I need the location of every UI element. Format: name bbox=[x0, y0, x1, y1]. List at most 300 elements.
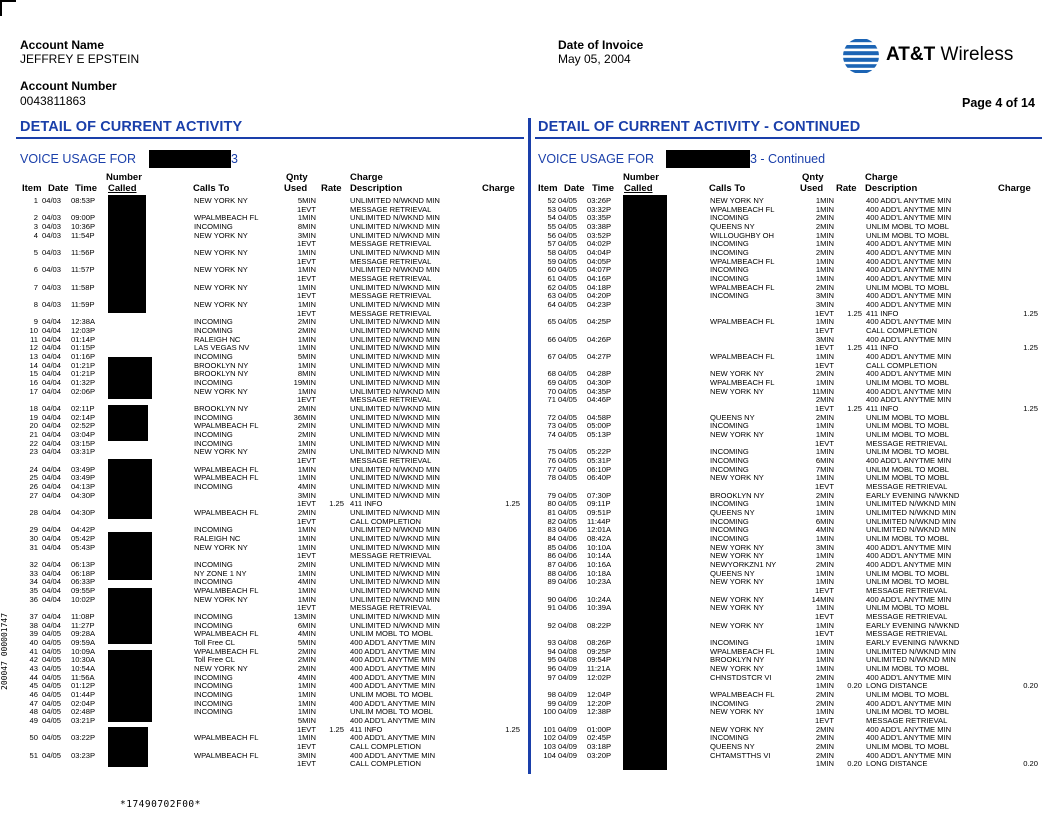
cell-item: 17 bbox=[29, 386, 38, 396]
cell-to: NEW YORK NY bbox=[710, 551, 764, 561]
cell-used: 2MIN bbox=[297, 447, 316, 457]
cell-desc: 400 ADD'L ANYTME MIN bbox=[350, 750, 436, 760]
cell-used: 1MIN bbox=[815, 378, 834, 387]
header-charge-top: Charge bbox=[350, 172, 383, 183]
cell-time: 09:28A bbox=[71, 629, 96, 639]
cell-desc: UNLIMITED N/WKND MIN bbox=[866, 525, 956, 535]
table-row bbox=[14, 431, 524, 439]
cell-used: 1MIN bbox=[815, 638, 834, 647]
cell-desc: 400 ADD'L ANYTME MIN bbox=[350, 681, 436, 691]
cell-time: 10:14A bbox=[587, 551, 612, 561]
cell-date: 04/06 bbox=[558, 534, 578, 543]
table-row bbox=[14, 266, 524, 274]
cell-item: 47 bbox=[29, 698, 38, 708]
cell-time: 04:58P bbox=[587, 412, 612, 422]
cell-charge: 0.20 bbox=[1023, 759, 1038, 769]
cell-to: NY ZONE 1 NY bbox=[194, 568, 247, 578]
cell-used: 2MIN bbox=[815, 395, 834, 405]
cell-time: 04:25P bbox=[587, 317, 612, 327]
cell-desc: UNLIMITED N/WKND MIN bbox=[866, 508, 956, 517]
cell-desc: UNLIMITED N/WKND MIN bbox=[350, 473, 440, 483]
table-row bbox=[530, 535, 1042, 543]
cell-item: 96 bbox=[547, 664, 556, 673]
cell-used: 2MIN bbox=[297, 404, 316, 413]
cell-date: 04/09 bbox=[558, 750, 578, 760]
cell-time: 10:16A bbox=[587, 560, 612, 569]
cell-date: 04/05 bbox=[558, 378, 578, 387]
att-wordmark bbox=[886, 44, 1013, 66]
cell-desc: 400 ADD'L ANYTME MIN bbox=[350, 672, 436, 682]
cell-time: 06:10P bbox=[587, 464, 612, 474]
cell-used: 1MIN bbox=[815, 230, 834, 240]
cell-used: 2MIN bbox=[815, 750, 834, 760]
cell-item: 101 bbox=[543, 724, 556, 734]
cell-used: 1EVT bbox=[297, 724, 316, 734]
cell-item: 33 bbox=[29, 568, 38, 578]
cell-used: 2MIN bbox=[815, 248, 834, 257]
cell-item: 18 bbox=[29, 404, 38, 413]
cell-used: 1MIN bbox=[815, 317, 834, 327]
cell-time: 04:30P bbox=[587, 378, 612, 387]
cell-to: INCOMING bbox=[710, 447, 749, 457]
cell-used: 2MIN bbox=[815, 282, 834, 292]
cell-date: 04/03 bbox=[42, 230, 62, 240]
table-row bbox=[14, 448, 524, 456]
table-row bbox=[530, 405, 1042, 413]
cell-desc: CALL COMPLETION bbox=[350, 742, 422, 751]
cell-desc: 400 ADD'L ANYTME MIN bbox=[866, 672, 952, 682]
cell-desc: 400 ADD'L ANYTME MIN bbox=[866, 386, 952, 396]
cell-item: 32 bbox=[29, 560, 38, 569]
cell-item: 63 bbox=[547, 291, 556, 301]
cell-item: 91 bbox=[547, 603, 556, 613]
cell-date: 04/05 bbox=[42, 629, 62, 639]
cell-time: 10:54A bbox=[71, 664, 96, 673]
cell-date: 04/05 bbox=[558, 230, 578, 240]
cell-desc: MESSAGE RETRIEVAL bbox=[350, 291, 432, 301]
cell-date: 04/05 bbox=[558, 300, 578, 309]
cell-used: 1EVT bbox=[297, 499, 316, 509]
cell-item: 56 bbox=[547, 230, 556, 240]
cell-to: WPALMBEACH FL bbox=[194, 646, 259, 656]
header-charge: Charge bbox=[482, 183, 515, 194]
table-row bbox=[14, 405, 524, 413]
table-row bbox=[14, 275, 524, 283]
cell-used: 2MIN bbox=[297, 326, 316, 335]
cell-item: 29 bbox=[29, 525, 38, 535]
cell-used: 1EVT bbox=[297, 742, 316, 751]
cell-item: 38 bbox=[29, 620, 38, 630]
cell-to: INCOMING bbox=[710, 274, 749, 283]
cell-date: 04/05 bbox=[558, 256, 578, 266]
cell-time: 11:54P bbox=[71, 230, 95, 240]
header-number: Number bbox=[623, 172, 659, 183]
cell-desc: UNLIMITED N/WKND MIN bbox=[350, 334, 440, 344]
table-row bbox=[14, 613, 524, 621]
table-row bbox=[530, 457, 1042, 465]
table-row bbox=[530, 301, 1042, 309]
cell-time: 04:04P bbox=[587, 248, 612, 257]
cell-time: 04:27P bbox=[587, 352, 612, 361]
cell-item: 53 bbox=[547, 204, 556, 214]
cell-date: 04/04 bbox=[42, 464, 62, 474]
cell-desc: UNLIM MOBL TO MOBL bbox=[350, 707, 433, 717]
cell-desc: 400 ADD'L ANYTME MIN bbox=[866, 256, 952, 266]
header-item: Item bbox=[22, 183, 42, 194]
cell-to: NEW YORK NY bbox=[194, 542, 248, 552]
cell-charge: 0.20 bbox=[1023, 681, 1038, 691]
cell-used: 1MIN bbox=[297, 213, 316, 223]
cell-desc: UNLIMITED N/WKND MIN bbox=[350, 421, 440, 431]
cell-time: 09:25P bbox=[587, 646, 612, 656]
cell-used: 1MIN bbox=[297, 334, 316, 344]
cell-used: 8MIN bbox=[297, 222, 316, 231]
cell-date: 04/05 bbox=[558, 421, 578, 431]
cell-used: 1MIN bbox=[815, 430, 834, 439]
right-voice-usage-label: VOICE USAGE FOR bbox=[538, 152, 654, 166]
cell-desc: UNLIMITED N/WKND MIN bbox=[350, 438, 440, 448]
table-row bbox=[530, 613, 1042, 621]
cell-desc: UNLIM MOBL TO MOBL bbox=[866, 690, 949, 699]
cell-date: 04/09 bbox=[558, 698, 578, 708]
cell-item: 93 bbox=[547, 638, 556, 647]
cell-used: 1MIN bbox=[297, 248, 316, 257]
cell-time: 11:08P bbox=[71, 612, 95, 621]
cell-to: NEW YORK NY bbox=[194, 300, 248, 309]
table-row bbox=[14, 535, 524, 543]
cell-time: 10:30A bbox=[71, 655, 96, 665]
cell-desc: UNLIMITED N/WKND MIN bbox=[350, 326, 440, 335]
cell-time: 06:18P bbox=[71, 568, 96, 578]
cell-desc: MESSAGE RETRIEVAL bbox=[350, 239, 432, 249]
cell-to: WPALMBEACH FL bbox=[194, 586, 259, 595]
header-description: Description bbox=[350, 183, 403, 194]
cell-to: INCOMING bbox=[194, 378, 233, 387]
cell-item: 61 bbox=[547, 274, 556, 283]
cell-item: 65 bbox=[547, 317, 556, 327]
cell-desc: UNLIM MOBL TO MOBL bbox=[866, 421, 949, 431]
header-number: Number bbox=[106, 172, 142, 183]
table-row bbox=[14, 691, 524, 699]
cell-date: 04/05 bbox=[42, 698, 62, 708]
cell-used: 1MIN bbox=[297, 473, 316, 483]
cell-used: 1MIN bbox=[297, 534, 316, 543]
cell-used: 1MIN bbox=[815, 759, 834, 769]
cell-item: 28 bbox=[29, 508, 38, 517]
cell-desc: MESSAGE RETRIEVAL bbox=[350, 274, 432, 283]
cell-used: 3MIN bbox=[297, 230, 316, 240]
cell-to: WPALMBEACH FL bbox=[710, 317, 775, 327]
cell-used: 1MIN bbox=[297, 265, 316, 275]
table-row bbox=[14, 509, 524, 517]
cell-date: 04/04 bbox=[42, 386, 62, 396]
cell-to: NEW YORK NY bbox=[710, 577, 764, 587]
cell-item: 72 bbox=[547, 412, 556, 422]
table-row bbox=[14, 752, 524, 760]
cell-date: 04/09 bbox=[558, 724, 578, 734]
cell-desc: UNLIM MOBL TO MOBL bbox=[866, 707, 949, 717]
cell-used: 1EVT bbox=[297, 239, 316, 249]
cell-used: 1MIN bbox=[815, 655, 834, 665]
table-row bbox=[14, 388, 524, 396]
cell-date: 04/05 bbox=[42, 707, 62, 717]
cell-to: WPALMBEACH FL bbox=[194, 629, 259, 639]
cell-used: 1MIN bbox=[297, 681, 316, 691]
cell-to: INCOMING bbox=[710, 213, 749, 223]
cell-item: 78 bbox=[547, 473, 556, 483]
cell-desc: UNLIM MOBL TO MOBL bbox=[866, 603, 949, 613]
cell-used: 2MIN bbox=[815, 490, 834, 500]
cell-desc: EARLY EVENING N/WKND bbox=[866, 620, 960, 630]
cell-time: 12:38A bbox=[71, 317, 96, 327]
cell-item: 59 bbox=[547, 256, 556, 266]
cell-to: BROOKLYN NY bbox=[194, 360, 249, 370]
cell-to: Toll Free CL bbox=[194, 655, 235, 665]
cell-used: 11MIN bbox=[812, 386, 834, 396]
cell-time: 09:00P bbox=[71, 213, 96, 223]
cell-used: 1EVT bbox=[815, 343, 834, 353]
cell-time: 10:23A bbox=[587, 577, 612, 587]
cell-desc: 400 ADD'L ANYTME MIN bbox=[866, 733, 952, 743]
cell-used: 19MIN bbox=[293, 378, 316, 387]
cell-date: 04/05 bbox=[42, 750, 62, 760]
cell-to: INCOMING bbox=[710, 265, 749, 275]
cell-to: INCOMING bbox=[710, 464, 749, 474]
header-used: Used bbox=[284, 183, 308, 194]
cell-desc: UNLIMITED N/WKND MIN bbox=[350, 196, 440, 205]
cell-used: 1MIN bbox=[297, 733, 316, 743]
cell-used: 7MIN bbox=[815, 464, 834, 474]
cell-date: 04/05 bbox=[558, 386, 578, 396]
table-row bbox=[14, 457, 524, 465]
invoice-date-label: Date of Invoice bbox=[558, 38, 644, 52]
cell-item: 60 bbox=[547, 265, 556, 275]
header-charge: Charge bbox=[998, 183, 1031, 194]
att-brand-light: Wireless bbox=[935, 44, 1014, 65]
cell-date: 04/05 bbox=[558, 473, 578, 483]
cell-item: 83 bbox=[547, 525, 556, 535]
cell-date: 04/04 bbox=[42, 620, 62, 630]
right-voice-usage-tail: 3 - Continued bbox=[750, 152, 826, 166]
cell-desc: 400 ADD'L ANYTME MIN bbox=[866, 248, 952, 257]
cell-desc: UNLIMITED N/WKND MIN bbox=[350, 560, 440, 569]
cell-desc: 411 INFO bbox=[866, 404, 899, 413]
cell-used: 4MIN bbox=[815, 525, 834, 535]
cell-desc: 400 ADD'L ANYTME MIN bbox=[866, 594, 952, 604]
cell-desc: 400 ADD'L ANYTME MIN bbox=[350, 664, 436, 673]
cell-item: 77 bbox=[547, 464, 556, 474]
cell-item: 86 bbox=[547, 551, 556, 561]
table-row bbox=[530, 318, 1042, 326]
cell-time: 01:00P bbox=[587, 724, 612, 734]
cell-item: 82 bbox=[547, 516, 556, 526]
cell-time: 03:20P bbox=[587, 750, 612, 760]
cell-desc: 400 ADD'L ANYTME MIN bbox=[350, 716, 436, 725]
cell-desc: 400 ADD'L ANYTME MIN bbox=[866, 317, 952, 327]
cell-date: 04/04 bbox=[42, 473, 62, 483]
cell-desc: UNLIMITED N/WKND MIN bbox=[350, 568, 440, 578]
cell-date: 04/04 bbox=[42, 369, 62, 379]
cell-date: 04/04 bbox=[42, 594, 62, 604]
header-qnty: Qnty bbox=[802, 172, 824, 183]
table-row bbox=[530, 379, 1042, 387]
table-row bbox=[530, 760, 1042, 768]
cell-desc: UNLIM MOBL TO MOBL bbox=[866, 742, 949, 751]
cell-date: 04/05 bbox=[558, 490, 578, 500]
cell-desc: UNLIM MOBL TO MOBL bbox=[866, 568, 949, 578]
cell-item: 52 bbox=[547, 196, 556, 205]
cell-time: 11:58P bbox=[71, 282, 95, 292]
cell-used: 1MIN bbox=[297, 707, 316, 717]
cell-used: 2MIN bbox=[815, 213, 834, 223]
redaction-box bbox=[108, 532, 152, 580]
cell-desc: 400 ADD'L ANYTME MIN bbox=[866, 560, 952, 569]
header-date: Date bbox=[564, 183, 585, 194]
cell-used: 1EVT bbox=[297, 456, 316, 465]
cell-to: NEW YORK NY bbox=[710, 196, 764, 205]
cell-desc: UNLIM MOBL TO MOBL bbox=[866, 222, 949, 231]
redaction-box bbox=[108, 405, 148, 441]
table-row bbox=[530, 752, 1042, 760]
cell-used: 1MIN bbox=[297, 386, 316, 396]
cell-charge: 1.25 bbox=[1023, 308, 1038, 318]
cell-rate: 1.25 bbox=[847, 308, 862, 318]
cell-time: 06:40P bbox=[587, 473, 612, 483]
table-row bbox=[530, 743, 1042, 751]
cell-desc: 400 ADD'L ANYTME MIN bbox=[866, 291, 952, 301]
cell-desc: UNLIMITED N/WKND MIN bbox=[866, 646, 956, 656]
cell-time: 02:04P bbox=[71, 698, 96, 708]
cell-rate: 1.25 bbox=[329, 499, 344, 509]
cell-time: 04:20P bbox=[587, 291, 612, 301]
cell-time: 01:32P bbox=[71, 378, 96, 387]
cell-item: 55 bbox=[547, 222, 556, 231]
cell-time: 02:11P bbox=[71, 404, 95, 413]
cell-used: 1MIN bbox=[815, 421, 834, 431]
cell-desc: UNLIMITED N/WKND MIN bbox=[350, 577, 440, 587]
cell-time: 01:15P bbox=[71, 343, 96, 353]
cell-used: 4MIN bbox=[297, 629, 316, 639]
cell-time: 11:56A bbox=[71, 672, 95, 682]
cell-desc: MESSAGE RETRIEVAL bbox=[866, 438, 948, 448]
cell-to: INCOMING bbox=[194, 672, 233, 682]
cell-used: 1EVT bbox=[815, 629, 834, 639]
cell-used: 2MIN bbox=[815, 733, 834, 743]
cell-item: 104 bbox=[543, 750, 556, 760]
cell-to: QUEENS NY bbox=[710, 412, 755, 422]
cell-date: 04/05 bbox=[558, 516, 578, 526]
cell-time: 05:22P bbox=[587, 447, 612, 457]
cell-date: 04/06 bbox=[558, 525, 578, 535]
cell-time: 10:39A bbox=[587, 603, 612, 613]
cell-desc: UNLIMITED N/WKND MIN bbox=[350, 230, 440, 240]
cell-time: 04:35P bbox=[587, 386, 612, 396]
header-date: Date bbox=[48, 183, 69, 194]
cell-desc: LONG DISTANCE bbox=[866, 759, 928, 769]
cell-used: 3MIN bbox=[297, 750, 316, 760]
cell-date: 04/05 bbox=[558, 317, 578, 327]
cell-time: 03:23P bbox=[71, 750, 96, 760]
cell-desc: 400 ADD'L ANYTME MIN bbox=[866, 395, 952, 405]
cell-desc: 400 ADD'L ANYTME MIN bbox=[866, 274, 952, 283]
cell-date: 04/05 bbox=[558, 456, 578, 465]
cell-to: INCOMING bbox=[194, 698, 233, 708]
cell-used: 2MIN bbox=[815, 672, 834, 682]
att-brand-bold: AT&T bbox=[886, 44, 936, 65]
cell-desc: UNLIMITED N/WKND MIN bbox=[350, 430, 440, 439]
cell-desc: EARLY EVENING N/WKND bbox=[866, 638, 960, 647]
cell-used: 1MIN bbox=[297, 438, 316, 448]
table-row bbox=[530, 717, 1042, 725]
cell-to: NEW YORK NY bbox=[710, 603, 764, 613]
redaction-box bbox=[149, 150, 231, 168]
cell-used: 6MIN bbox=[815, 516, 834, 526]
cell-date: 04/05 bbox=[558, 508, 578, 517]
cell-to: NEW YORK NY bbox=[710, 707, 764, 717]
cell-item: 44 bbox=[29, 672, 38, 682]
cell-to: WPALMBEACH FL bbox=[194, 733, 259, 743]
cell-used: 2MIN bbox=[297, 421, 316, 431]
cell-to: NEW YORK NY bbox=[710, 369, 764, 379]
cell-to: NEW YORK NY bbox=[194, 230, 248, 240]
header-called: Called bbox=[108, 183, 137, 194]
cell-used: 1MIN bbox=[297, 343, 316, 353]
cell-desc: 400 ADD'L ANYTME MIN bbox=[866, 334, 952, 344]
cell-charge: 1.25 bbox=[1023, 404, 1038, 413]
cell-time: 03:49P bbox=[71, 464, 96, 474]
cell-date: 04/05 bbox=[42, 655, 62, 665]
cell-desc: UNLIM MOBL TO MOBL bbox=[866, 577, 949, 587]
cell-date: 04/05 bbox=[558, 430, 578, 439]
cell-to: INCOMING bbox=[710, 248, 749, 257]
cell-date: 04/04 bbox=[42, 577, 62, 587]
cell-time: 01:21P bbox=[71, 369, 96, 379]
cell-desc: 400 ADD'L ANYTME MIN bbox=[866, 352, 952, 361]
cell-time: 03:52P bbox=[587, 230, 612, 240]
cell-to: INCOMING bbox=[194, 438, 233, 448]
cell-time: 12:20P bbox=[587, 698, 612, 708]
cell-item: 41 bbox=[29, 646, 38, 656]
cell-to: INCOMING bbox=[194, 326, 233, 335]
cell-time: 05:31P bbox=[587, 456, 612, 465]
redaction-box bbox=[666, 150, 750, 168]
cell-to: WPALMBEACH FL bbox=[194, 508, 259, 517]
cell-item: 20 bbox=[29, 421, 38, 431]
header-rate: Rate bbox=[321, 183, 342, 194]
cell-used: 5MIN bbox=[297, 352, 316, 361]
cell-item: 43 bbox=[29, 664, 38, 673]
cell-used: 1MIN bbox=[815, 577, 834, 587]
cell-used: 4MIN bbox=[297, 482, 316, 491]
cell-used: 1EVT bbox=[297, 603, 316, 613]
table-row bbox=[14, 483, 524, 491]
cell-date: 04/03 bbox=[42, 265, 62, 275]
cell-desc: UNLIMITED N/WKND MIN bbox=[350, 447, 440, 457]
cell-to: WPALMBEACH FL bbox=[194, 473, 259, 483]
account-number-label: Account Number bbox=[20, 79, 117, 93]
cell-used: 1EVT bbox=[815, 404, 834, 413]
cell-used: 1MIN bbox=[815, 274, 834, 283]
cell-used: 2MIN bbox=[815, 222, 834, 231]
cell-used: 1MIN bbox=[297, 525, 316, 535]
cell-to: NEW YORK NY bbox=[710, 620, 764, 630]
cell-to: WPALMBEACH FL bbox=[710, 282, 775, 292]
cell-to: Toll Free CL bbox=[194, 638, 235, 647]
table-row bbox=[530, 604, 1042, 612]
cell-item: 58 bbox=[547, 248, 556, 257]
cell-rate: 1.25 bbox=[847, 404, 862, 413]
cell-item: 11 bbox=[30, 334, 38, 344]
